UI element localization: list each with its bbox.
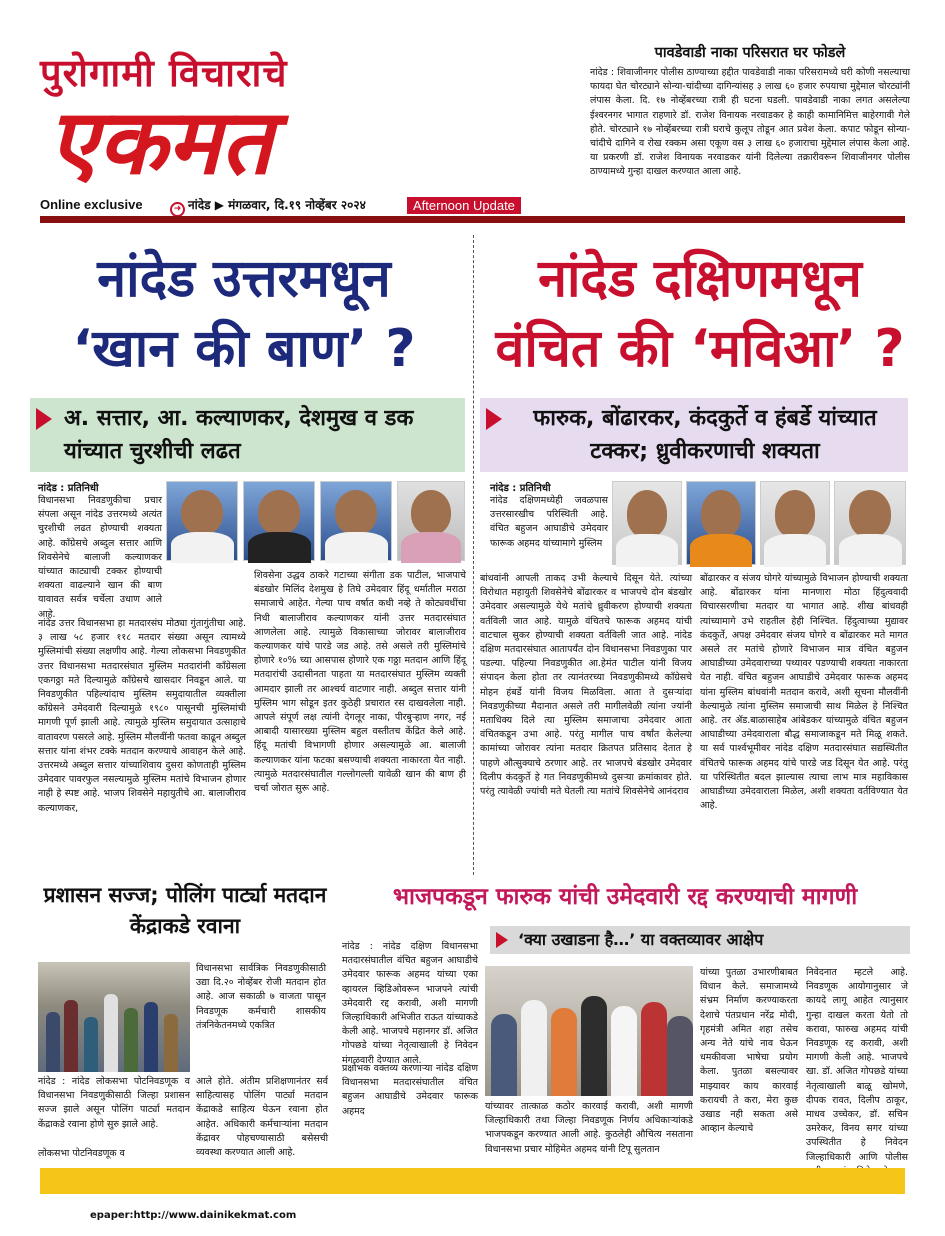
candidate-photo-farooq: [760, 481, 830, 565]
bjp-col-a2: प्रक्षोभक वक्तव्य करणाऱ्या नांदेड दक्षिण विधानसभा मतदारसंघातील वंचित बहुजन आघाडीचे उमेदवार फारूक अहमद: [342, 1063, 478, 1117]
brief-body: नांदेड : शिवाजीनगर पोलीस ठाण्याच्या हद्दीत पावडेवाडी नाका परिसरामध्ये घरी कोणी नसल्याचा फायदा घेत चोरट्याने सोन्या-चांदीच्या दागिन्यांसह ३ लाख ६० हजार रुपयाचा मुद्देमाल चोरट्यांनी लंपास केला. दि. १७ नोव्हेंबरच्या रात्री ही घटना घडली. पावडेवाडी नाका लगत असलेल्या ईश्वरनगर भागात राहणारे डॉ. राजेश विनायक नरवाडकर हे काही कामानिमित्त बाहेरगावी गेले होते. चोरट्याने १७ नोव्हेंबरच्या रात्री घराचे कुलूप तोडून आत प्रवेश केला. कपाट फोडून सोन्या-चांदीचे दागिने व रोख रक्कम असा एकूण वस ३ लाख ६० हजाराचा मुद्देमाल लंपास केला आहे. या प्रकरणी डॉ. राजेश विनायक नरवाडकर यांनी दिलेल्या तक्रारीवरून शिवाजीनगर पोलीस ठाण्यामध्ये गुन्हा दाखल करण्यात आला आहे.: [590, 67, 910, 178]
triangle-bullet-icon: [486, 408, 502, 430]
arrow-right-icon: ➜: [170, 202, 185, 217]
right-col-a: नांदेड दक्षिणमध्येही जवळपास उत्तरसारखीच परिस्थिती आहे. वंचित बहुजन आघाडीचे उमेदवार फारूक अहमद यांच्यामागे मुस्लिम: [490, 495, 608, 549]
candidate-photo-kalyankar: [243, 481, 315, 561]
poll-col-a: नांदेड : नांदेड लोकसभा पोटनिवडणूक व विधानसभा निवडणुकीसाठी जिल्हा प्रशासन सज्ज झाले असून पोलिंग पार्ट्या मतदान केंद्राकडे रवाना होणे सुरु झाले आहे.: [38, 1076, 190, 1130]
left-headline-line1: नांदेड उत्तरमधून: [97, 249, 391, 309]
left-subhead-text: अ. सत्तार, आ. कल्याणकर, देशमुख व डक यांच्यात चुरशीची लढत: [64, 406, 414, 464]
dateline-text: नांदेड ▶ मंगळवार, दि.१९ नोव्हेंबर २०२४: [188, 198, 366, 212]
bjp-subhead-text: ‘क्या उखाडना है…’ या वक्तव्यावर आक्षेप: [518, 930, 764, 949]
poll-side-text: विधानसभा सार्वत्रिक निवडणुकीसाठी उद्या दि.२० नोव्हेंबर रोजी मतदान होत आहे. आज सकाळी ७ वाजता पासून निवडणूक कर्मचारी शासकीय तंत्रनिकेतनमध्ये एकत्रित: [196, 963, 326, 1031]
left-headline-line2: ‘खान की बाण’ ?: [72, 319, 416, 379]
online-exclusive-label: Online exclusive: [40, 197, 143, 212]
left-headline: [20, 245, 468, 385]
column-divider: [473, 235, 474, 875]
bjp-col-c: यांच्या पुतळा उभारणीबाबत विधान केले. समाजामध्ये संभ्रम निर्माण करण्याकरता देशाचे पंतप्रधान नरेंद्र मोदी, गृहमंत्री अमित शहा तसेच अन्य नेते यांचे नाव घेऊन धमकीवजा भाषेचा प्रयोग केला. पुतळा बसल्यावर माझ्यावर काय कारवाई करायची ते करा, मेरा कुछ उखाड नही सकता असे आव्हान केल्याचे: [700, 967, 798, 1135]
afternoon-update-badge: Afternoon Update: [407, 197, 521, 214]
right-col-b: बांधवांनी आपली ताकद उभी केल्याचे दिसून येते. त्यांच्या विरोधात महायुती शिवसेनेचे बोंढारकर व भाजपचे दोन बंडखोर उमेदवार असल्यामुळे येथे मतांचे ध्रुवीकरण होण्याची शक्यता वर्तविली जात आहे. यामुळे वंचितचे फारूक अहमद यांची वाटचाल सुकर होण्याची शक्यता वर्तविली जात आहे. नांदेड दक्षिण मतदारसंघात आतापर्यंत दोन विधानसभा निवडणुका पार पडल्या. पहिल्या निवडणुकीत आ.हेमंत पाटील यांनी विजय संपादन केला होता तर त्यानंतरच्या निवडणुकीमध्ये काँग्रेसचे मोहन हंबर्डे यांनी विजय मिळविला. आता ते दुसऱ्यांदा निवडणुकीच्या मैदानात असले तरी मागीलवेळी त्यांना ज्यांनी मताधिक्य दिले त्या मुस्लिम समाजाचा उमेदवार आता वंचितकडून उभा आहे. परंतु मागील पाच वर्षांत केलेल्या कामांच्या जोरावर त्यांना मतदार क्रितपत प्रतिसाद देतात हे पाहणे औत्सुक्याचे ठरणार आहे. तर भाजपचे बंडखोर उमेदवार दिलीप कंदकुर्ते हे गत निवडणुकीमध्ये दुसऱ्या क्रमांकावर होते. परंतु त्यावेळी ज्यांची मते घेतली त्या मतांचे शिवसेनेचे आनंदराव: [480, 573, 692, 798]
right-col-c: बोंढारकर व संजय घोगरे यांच्यामुळे विभाजन होण्याची शक्यता आहे. बोंढारकर यांना मानणारा मोठा हिंदुत्ववादी विचारसरणीचा मतदार या भागात आहे. शीख बांधवही त्यांच्यामागे उभे राहतील हेही निश्चित. हिंदुत्वाच्या मुद्यावर कंदकुर्ते, अपक्ष उमेदवार संजय घोगरे व बोंढारकर मते मागत असले तर मतांचे होणारे विभाजन मात्र वंचित बहुजन आघाडीच्या उमेदवाराच्या पथ्यावर पडण्याची शक्यता नाकारता येत नाही. वंचित बहुजन आघाडीचे उमेदवार फारूक अहमद यांना मुस्लिम बांधवांनी मतदान करावे, अशी सूचना मौलवींनी केल्यामुळे त्यांना मुस्लिम समाजाची साथ मिळेल हे निश्चित आहे. तर ॲड.बाळासाहेब आंबेडकर यांच्यामुळे वंचित बहुजन आघाडीच्या उमेदवाराला बौद्ध समाजाकडून मते मिळू शकते. या सर्व पार्श्वभूमीवर नांदेड दक्षिण मतदारसंघात सद्यस्थितीत वंचितचे फारूक अहमद यांचे पारडे जड दिसून येत आहे. परंतु या परिस्थितीत बदल झाल्यास त्याचा लाभ मात्र महाविकास आघाडीच्या उमेदवाराला मिळेल, अशी शक्यता वर्तविण्यात येत आहे.: [700, 573, 908, 812]
left-col-c: शिवसेना उद्धव ठाकरे गटाच्या संगीता डक पाटील, भाजपाचे बंडखोर मिलिंद देशमुख हे तिघे उमेदवार हिंदू धर्मातील मराठा समाजाचे आहेत. गेल्या पाच वर्षात कधी नव्हे ते कोट्यवधींचा निधी बालाजीराव कल्याणकर यांनी उत्तर मतदारसंघात आणलेला आहे. त्यामुळे विकासाच्या जोरावर बालाजीराव कल्याणकर यांचे पारडे जड आहे. तसे असले तरी मुस्लिमांचे होणारे १०% च्या आसपास होणारे एक गठ्ठा मतदान आणि हिंदू मतदारांची उदासीनता पाहता या मतदारसंघात मुस्लिम व्यक्ती आमदार झाली तर आश्चर्य वाटणार नाही. अब्दुल सत्तार यांनी मुस्लिम भाग सोडून इतर कुठेही प्रचारात रस दाखवलेला नाही. आपले संपूर्ण लक्ष त्यांनी देगलूर नाका, पीरबुऱ्हाण नगर, नई आबादी यासारख्या मुस्लिम बहुल वस्तीतच केंद्रित केले आहे. हिंदू मतांची विभागणी होणार असल्यामुळे आ. बालाजी कल्याणकर यांना फटका बसण्याची शक्यता नाकारता येत नाही. त्यामुळे मतदारसंघातील गल्लोगल्ली यावेळी खान की बाण ही चर्चा जोरात सुरू आहे.: [254, 570, 466, 795]
right-headline-line2: वंचित की ‘मविआ’ ?: [495, 319, 905, 379]
dateline: [170, 196, 366, 217]
right-subhead-text: फारुक, बोंढारकर, कंदकुर्ते व हंबर्डे यांच्यात टक्कर; ध्रुवीकरणाची शक्यता: [533, 406, 877, 464]
candidate-photo-dak: [397, 481, 465, 561]
poll-col-a2: लोकसभा पोटनिवडणूक व: [38, 1148, 125, 1159]
left-byline: नांदेड : प्रतिनिधी: [38, 483, 99, 494]
poll-headline: प्रशासन सज्ज; पोलिंग पार्ट्या मतदान केंद्राकडे रवाना: [43, 883, 327, 938]
epaper-link[interactable]: epaper:http://www.dainikekmat.com: [90, 1210, 297, 1221]
right-headline: [480, 245, 920, 385]
bjp-headline: भाजपकडून फारुक यांची उमेदवारी रद्द करण्याची मागणी: [392, 884, 858, 910]
masthead-tagline: पुरोगामी विचाराचे: [40, 50, 288, 95]
polling-parties-photo: [38, 962, 190, 1072]
candidate-photo-kandkurte: [612, 481, 682, 565]
masthead-rule: [40, 216, 905, 223]
brief-title: पावडेवाडी नाका परिसरात घर फोडले: [654, 45, 846, 61]
left-col-b: नांदेड उत्तर विधानसभा हा मतदारसंघ मोठ्या गुंतागुंतीचा आहे. ३ लाख ५८ हजार ११८ मतदार संख्या असून त्यामध्ये मुस्लिमांची संख्या लक्षणीय आहे. गेल्या लोकसभा निवडणुकीत उत्तर विधानसभा मतदारसंघात मुस्लिम मतदारांनी काँग्रेसला एकगठ्ठा मते दिल्यामुळे काँग्रेसचे खासदार निवडून आले. या निवडणुकीत पहिल्यांदाच मुस्लिम समुदायातील व्यक्तीला काँग्रेसने उमेदवारी दिल्यामुळे १९८० पासूनची मुस्लिमांची मागणी पूर्ण झाली आहे. त्यामुळे मुस्लिम समुदायात उत्साहाचे वातावरण पसरले आहे. मुस्लिम मौलवींनी फतवा काढून अब्दुल सत्तार यांना शंभर टक्के मतदान करण्याचे आवाहन केले आहे. उत्तरमध्ये अब्दुल सत्तार यांच्याशिवाय दुसरा कोणताही मुस्लिम उमेदवार पावरफुल नसल्यामुळे मुस्लिम मतांचे विभाजन होणार नाही हे स्पष्ट आहे. भाजप शिवसेने महायुतीचे आ. बालाजीराव कल्याणकर,: [38, 618, 246, 814]
bjp-subhead: [490, 926, 910, 954]
masthead-logo: एकमत: [48, 89, 273, 195]
bjp-col-a: नांदेड : नांदेड दक्षिण विधानसभा मतदारसंघातील वंचित बहुजन आघाडीचे उमेदवार फारूक अहमद यांच्या एका व्हायरल व्हिडिओवरून भाजपने त्यांची उमेदवारी रद्द करावी, अशी मागणी जिल्हाधिकारी अभिजीत राऊत यांच्याकडे केली आहे. भाजपचे महानगर डॉ. अजित गोपछडे यांच्या नेतृत्वाखाली हे निवेदन मंगळवारी देण्यात आले.: [342, 941, 478, 1066]
bjp-col-b: यांच्यावर तात्काळ कठोर कारवाई करावी, अशी मागणी जिल्हाधिकारी तथा जिल्हा निवडणूक निर्णय अधिकाऱ्यांकडे भाजपकडून करण्यात आली आहे. कुठलेही औचित्य नसताना विधानसभा प्रचार मोहिमेत अहमद यांनी टिपू सुलतान: [485, 1101, 693, 1155]
left-subhead: [30, 398, 465, 472]
right-subhead: [480, 398, 908, 472]
memorandum-photo: [485, 966, 693, 1096]
candidate-photo-deshmukh: [320, 481, 392, 561]
left-col-a: विधानसभा निवडणुकीचा प्रचार संपला असून नांदेड उत्तरमध्ये अत्यंत चुरशीची लढत होण्याची शक्यता आहे. काँग्रेसचे अब्दुल सत्तार आणि शिवसेनेचे बालाजी कल्याणकर यांच्यात काट्याची टक्कर होण्याची शक्यता वाढल्याने खान की बाण यावावत सर्वत्र चर्चेला उधाण आले आहे.: [38, 495, 162, 620]
footer-bar: [40, 1168, 905, 1194]
triangle-bullet-icon: [496, 932, 508, 948]
poll-col-b: आले होते. अंतीम प्रशिक्षणानंतर सर्व साहित्यासह पोलिंग पार्ट्या मतदान केंद्राकडे साहित्य घेऊन रवाना होत आहेत. अधिकारी कर्मचाऱ्यांना मतदान केंद्रावर पोहचण्यासाठी बसेसची व्यवस्था करण्यात आली आहे.: [196, 1076, 328, 1159]
right-headline-line1: नांदेड दक्षिणमधून: [538, 249, 862, 309]
brief-news: [590, 42, 910, 204]
candidate-photo-sattar: [166, 481, 238, 561]
triangle-bullet-icon: [36, 408, 52, 430]
candidate-photo-hambarde: [834, 481, 906, 565]
bjp-col-d: निवेदनात म्हटले आहे. निवडणूक आयोगानुसार जे कायदे लागू आहेत त्यानुसार गुन्हा दाखल करता येतो तो करावा, फारुख अहमद यांची निवडणूक रद्द करावी, अशी मागणी केली आहे. भाजपचे खा. डॉ. अजित गोपछडे यांच्या नेतृत्वाखाली बाळू खोमणे, दीपक रावत, दिलीप ठाकूर, माधव उच्चेकर, डॉ. सचिन उमरेकर, विनय सगर यांच्या उपस्थितीत हे निवेदन जिल्हाधिकारी आणि पोलीस: [806, 967, 908, 1163]
right-byline: नांदेड : प्रतिनिधी: [490, 483, 551, 494]
candidate-photo-bondharkar: [686, 481, 756, 565]
